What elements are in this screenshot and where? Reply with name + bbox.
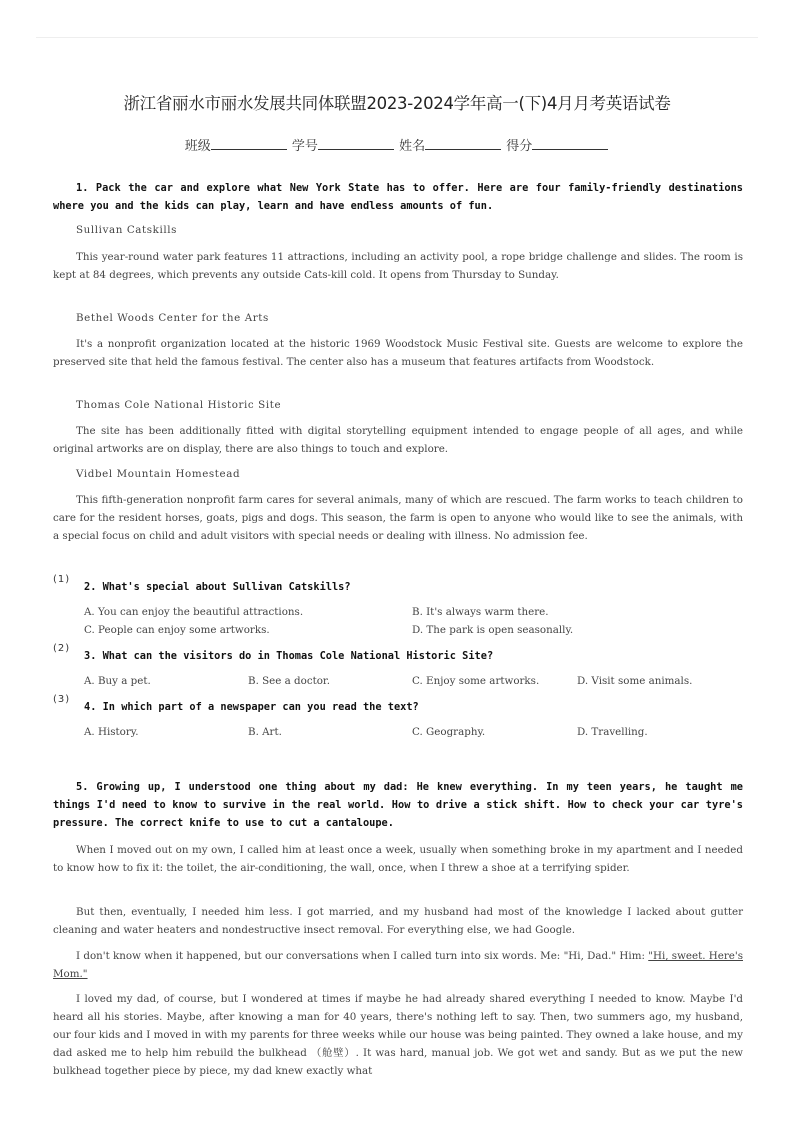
section-text-bethel: It's a nonprofit organization located at the historic 1969 Woodstock Music Festival site. Guests are welcome to explore the preserved site that held the famous festival. The center also has a museum that features artifacts from Woodstock.: [53, 338, 743, 368]
option-b[interactable]: B. It's always warm there.: [412, 606, 549, 618]
option-d[interactable]: D. The park is open seasonally.: [412, 624, 574, 636]
q1-stem: 1. Pack the car and explore what New York State has to offer. Here are four family-friendly destinations where you and the kids can play, learn and have endless amounts of fun.: [53, 182, 743, 212]
option-b[interactable]: B. Art.: [248, 726, 282, 738]
option-d[interactable]: D. Travelling.: [577, 726, 648, 738]
q5-paragraph-3-text: I don't know when it happened, but our conversations when I called turn into six words. Me: "Hi, Dad." Him:: [76, 950, 645, 962]
student-id-blank[interactable]: [318, 137, 394, 150]
score-blank[interactable]: [532, 137, 608, 150]
option-a[interactable]: A. You can enjoy the beautiful attractions.: [84, 606, 304, 618]
section-heading-thomas-cole: Thomas Cole National Historic Site: [76, 399, 282, 411]
name-blank[interactable]: [425, 137, 501, 150]
option-c[interactable]: C. Geography.: [412, 726, 486, 738]
q5-stem: 5. Growing up, I understood one thing about my dad: He knew everything. In my teen years, he taught me things I'd need to know to survive in the real world. How to drive a stick shift. How to check your car tyre's pressure. The correct knife to use to cut a cantaloupe.: [53, 781, 743, 829]
subquestion-text: 3. What can the visitors do in Thomas Cole National Historic Site?: [84, 650, 494, 662]
section-heading-bethel: Bethel Woods Center for the Arts: [76, 312, 269, 324]
subquestion-text: 2. What's special about Sullivan Catskills?: [84, 581, 351, 593]
q5-paragraph-3: [53, 947, 743, 983]
option-d[interactable]: D. Visit some animals.: [577, 675, 693, 687]
subquestion-number: (2): [53, 643, 71, 654]
name-label: 姓名: [399, 139, 426, 154]
option-c[interactable]: C. Enjoy some artworks.: [412, 675, 540, 687]
subquestion-number: (1): [53, 574, 71, 585]
section-text-sullivan: This year-round water park features 11 attractions, including an activity pool, a rope bridge challenge and slides. The room is kept at 84 degrees, which prevents any outside Cats-kill cold. It opens from Thursday to Sunday.: [53, 251, 743, 281]
subquestion-number: (3): [53, 694, 71, 705]
q5-paragraph-2: But then, eventually, I needed him less. I got married, and my husband had most of the knowledge I lacked about gutter cleaning and water heaters and nondestructive insect removal. For everything else, we had Google.: [53, 906, 743, 936]
option-a[interactable]: A. History.: [84, 726, 139, 738]
section-text-thomas-cole: The site has been additionally fitted with digital storytelling equipment intended to engage people of all ages, and while original artworks are on display, there are also things to touch and explore.: [53, 425, 743, 455]
option-a[interactable]: A. Buy a pet.: [84, 675, 151, 687]
page-title: 浙江省丽水市丽水发展共同体联盟2023-2024学年高一(下)4月月考英语试卷: [123, 94, 671, 113]
student-info-line: [0, 135, 794, 154]
class-label: 班级: [184, 139, 211, 154]
section-heading-vidbel: Vidbel Mountain Homestead: [76, 468, 241, 480]
section-heading-sullivan: Sullivan Catskills: [76, 224, 178, 236]
section-text-vidbel: This fifth-generation nonprofit farm cares for several animals, many of which are rescued. The farm works to teach children to care for the resident horses, goats, pigs and dogs. This season, the farm is open to anyone who would like to see the animals, with a special focus on child and adult visitors with special needs or dealing with illness. No admission fee.: [53, 494, 743, 542]
top-divider: [36, 37, 758, 38]
student-id-label: 学号: [291, 139, 318, 154]
class-blank[interactable]: [211, 137, 287, 150]
q5-paragraph-4: I loved my dad, of course, but I wondered at times if maybe he had already shared everything I needed to know. Maybe I'd heard all his stories. Maybe, after knowing a man for 40 years, there's nothing left to say. Then, two summers ago, my husband, our four kids and I moved in with my parents for three weeks while our house was being painted. They owned a lake house, and my dad asked me to help him rebuild the bulkhead （舱壁）. It was hard, manual job. We got wet and sandy. But as we put the new bulkhead together piece by piece, my dad knew exactly what: [53, 993, 743, 1077]
q5-paragraph-1: When I moved out on my own, I called him at least once a week, usually when something broke in my apartment and I needed to know how to fix it: the toilet, the air-conditioning, the wall, once, when I threw a shoe at a terrifying spider.: [53, 844, 743, 874]
option-b[interactable]: B. See a doctor.: [248, 675, 330, 687]
option-c[interactable]: C. People can enjoy some artworks.: [84, 624, 270, 636]
q5-underlined-quote: "Hi, sweet. Here's Mom.": [53, 950, 743, 980]
subquestion-text: 4. In which part of a newspaper can you read the text?: [84, 701, 419, 713]
score-label: 得分: [506, 139, 533, 154]
